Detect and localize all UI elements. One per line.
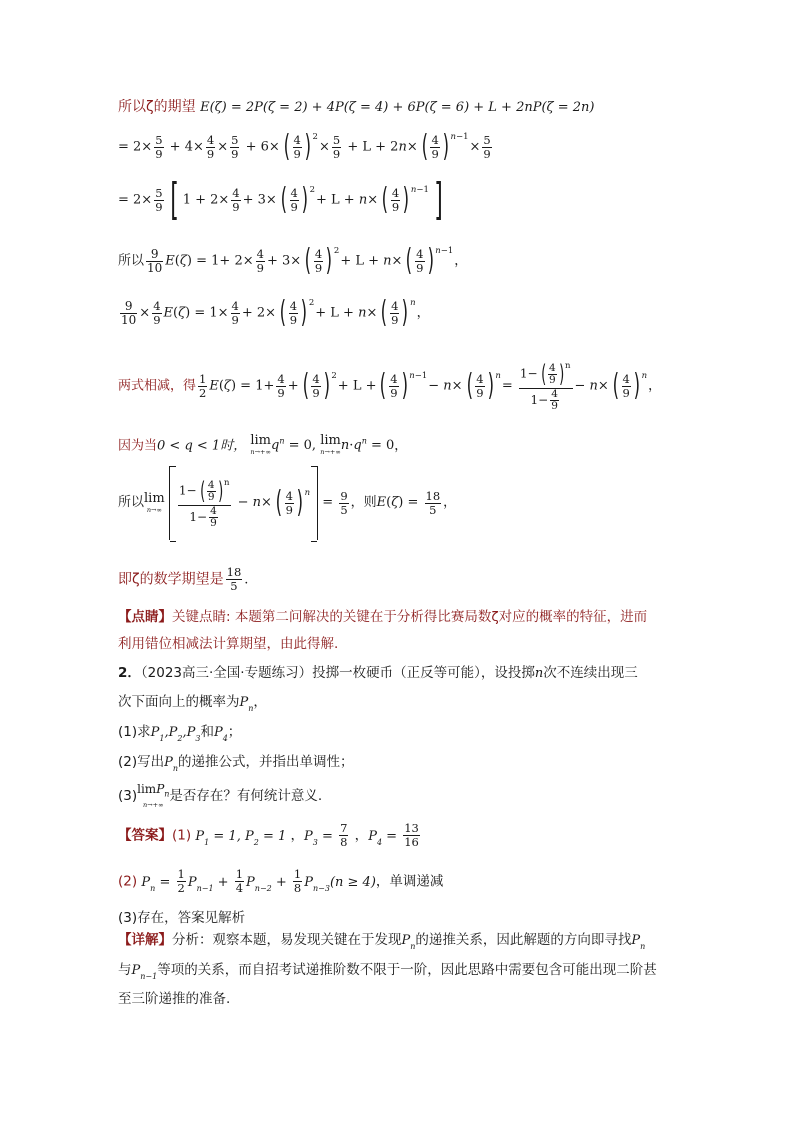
detail-line-2: 与$P_{n-1}$等项的关系，而自招考试递推阶数不限于一阶，因此思路中需要包含可能出现二阶甚 bbox=[118, 962, 657, 981]
comment-text-2: 利用错位相减法计算期望，由此得解. bbox=[118, 636, 339, 652]
answer-3-text: (3)存在，答案见解析 bbox=[118, 910, 246, 926]
question-part-3: (3) limP$_n$ n→+∞ 是否存在？有何统计意义. bbox=[118, 782, 323, 810]
answer-1-label: (1) bbox=[172, 827, 192, 844]
conclusion-text: 即ζ的数学期望是 bbox=[118, 571, 224, 588]
question-2-line-2: 次下面向上的概率为$P_n$， bbox=[118, 694, 267, 713]
question-text-1b: 次不连续出现三 bbox=[543, 665, 638, 681]
subtraction-line: 两式相减，得 $\frac{1}{2}$ E(ζ) = 1+ $\frac{4}{9}$ + ( $\frac{4}{9}$ ) $^2$+ L + ( $\frac{4}{9}$ ) $^{n-1}$− n× ( $\frac{4}{9}$ ) $^n$= 1− ( $\frac{4}{9}$ )$^n$ 1− $\frac{4}{9}$ − n× ( $\frac{4}{9}$ ) $^n$， bbox=[118, 360, 662, 412]
conclusion-line: 即ζ的数学期望是 $\frac{18}{5}$ . bbox=[118, 565, 249, 593]
because-label: 因为当 bbox=[118, 438, 158, 454]
answer-line-1: 【答案】(1) $P_1 = 1$, $P_2 = 1$ ，$P_3$ = $\frac{7}{8}$ ，$P_4$ = $\frac{13}{16}$ bbox=[118, 821, 419, 849]
question-number: 2． bbox=[118, 665, 141, 681]
question-text-1a: 投掷一枚硬币（正反等可能），设投掷 bbox=[312, 665, 535, 681]
question-text-2: 次下面向上的概率为 bbox=[118, 694, 240, 710]
detail-text-1a: 分析：观察本题，易发现关键在于发现 bbox=[172, 932, 402, 948]
so-label-2: 所以 bbox=[118, 495, 145, 510]
answer-line-2: (2) $P_n$ = $\frac{1}{2}$ $P_{n-1}$ + $\frac{1}{4}$ $P_{n-2}$ + $\frac{1}{8}$ $P_{n-3}(n \ge 4)$，单调递减 bbox=[118, 867, 444, 895]
limit-bracket: 1− ( $\frac{4}{9}$ )$^n$ 1− $\frac{4}{9}$ − n× ( $\frac{4}{9}$ ) $^n$ bbox=[169, 466, 318, 540]
detail-line-1: 【详解】分析：观察本题，易发现关键在于发现$P_n$的递推关系，因此解题的方向即寻找$P_n$ bbox=[118, 932, 646, 951]
condition-text: 0 < q < 1时， bbox=[157, 438, 247, 454]
comment-text-1: 关键点睛: 本题第二问解决的关键在于分析得比赛局数ζ对应的概率的特征，进而 bbox=[172, 609, 648, 625]
detail-line-3 bbox=[118, 989, 230, 1009]
question-part-2: (2)写出$P_n$的递推公式，并指出单调性； bbox=[118, 754, 354, 773]
shifted-series-line: $\frac{9}{10}$ × $\frac{4}{9}$ E(ζ) = 1× $\frac{4}{9}$ + 2× ( $\frac{4}{9}$ ) $^2$+ L + n× ( $\frac{4}{9}$ ) $^n$， bbox=[121, 295, 430, 330]
detail-label: 【详解】 bbox=[118, 932, 172, 948]
part-3-text: (3) bbox=[118, 788, 138, 805]
expectation-intro: 所以ζ的期望 bbox=[118, 99, 196, 115]
answer-label: 【答案】 bbox=[118, 827, 172, 844]
expansion-line-2: = 2× $\frac{5}{9}$ [ 1 + 2× $\frac{4}{9}$ + 3× ( $\frac{4}{9}$ ) $^2$+ L + n× ( $\frac{4}{9}$ ) $^{n-1}$ ] bbox=[118, 174, 443, 225]
detail-text-1b: 的递推关系，因此解题的方向即寻找 bbox=[415, 932, 632, 948]
question-part-1: (1)求$P_1,P_2,P_3$和$P_4$； bbox=[118, 724, 242, 743]
question-2-line-1: 2．（2023高三·全国·专题练习）投掷一枚硬币（正反等可能），设投掷n次不连续出现三 bbox=[118, 665, 638, 681]
detail-text-3: 至三阶递推的准备. bbox=[118, 991, 231, 1007]
scaled-expectation-line: 所以 $\frac{9}{10}$ E(ζ) = 1+ 2× $\frac{4}{9}$ + 3× ( $\frac{4}{9}$ ) $^2$+ L + n× ( $\frac{4}{9}$ ) $^{n-1}$， bbox=[118, 243, 468, 278]
part-1-text: (1)求 bbox=[118, 724, 151, 740]
then-label: ，则 bbox=[350, 495, 377, 510]
expansion-line-1: = 2× $\frac{5}{9}$ + 4× $\frac{4}{9}$ × $\frac{5}{9}$ + 6× ( $\frac{4}{9}$ ) $^2$× $\frac{5}{9}$ + L + 2n× ( $\frac{4}{9}$ ) $^{n-1}$× $\frac{5}{9}$ bbox=[118, 129, 491, 164]
detail-text-2b: 等项的关系，而自招考试递推阶数不限于一阶，因此思路中需要包含可能出现二阶甚 bbox=[157, 962, 657, 978]
question-source: （2023高三·全国·专题练习） bbox=[140, 665, 313, 681]
answer-line-3 bbox=[118, 908, 245, 928]
comment-label: 【点睛】 bbox=[118, 609, 172, 625]
subtract-label: 两式相减，得 bbox=[118, 378, 197, 394]
part-2-text: (2)写出 bbox=[118, 754, 165, 770]
limit-condition-line: 因为当0 < q < 1时， lim n→+∞ $q^n = 0$, lim n→+∞ $n\cdot q^n = 0$， bbox=[118, 433, 408, 457]
so-label-1: 所以 bbox=[118, 253, 145, 269]
limit-result-line: 所以 lim n→∞ 1− ( $\frac{4}{9}$ )$^n$ 1− $\frac{4}{9}$ − n× ( $\frac{4}{9}$ ) $^n$ = $\frac{9}{5}$ ，则E(ζ) = $\frac{18}{5}$ ， bbox=[118, 466, 456, 540]
expectation-line bbox=[118, 97, 594, 118]
comment-line-1 bbox=[118, 607, 647, 627]
answer-2-tail: ，单调递减 bbox=[375, 873, 444, 890]
answer-2-label: (2) bbox=[118, 873, 138, 890]
detail-text-2a: 与 bbox=[118, 962, 132, 978]
expectation-expression: E(ζ) = 2P(ζ = 2) + 4P(ζ = 4) + 6P(ζ = 6) + L + 2nP(ζ = 2n) bbox=[200, 100, 595, 115]
comment-line-2 bbox=[118, 634, 338, 654]
